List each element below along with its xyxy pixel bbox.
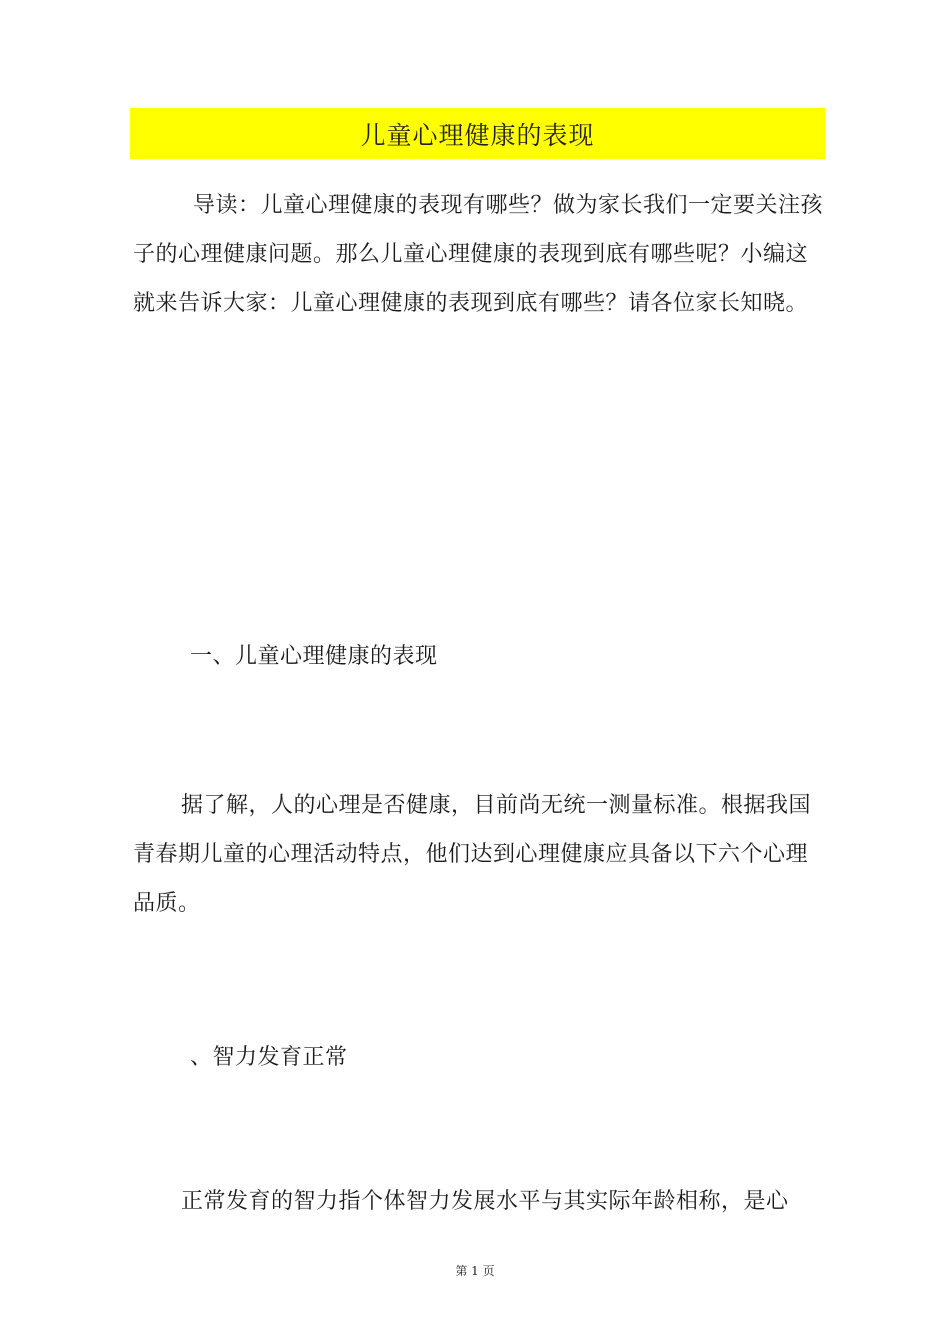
document-title: 儿童心理健康的表现	[360, 120, 595, 150]
subheading-intelligence: 、智力发育正常	[190, 1045, 348, 1070]
page-number: 第 1 页	[455, 1264, 495, 1278]
title-banner	[130, 108, 825, 159]
body-paragraph-1: 据了解，人的心理是否健康，目前尚无统一测量标准。根据我国青春期儿童的心理活动特点，他们达到心理健康应具备以下六个心理品质。	[133, 793, 812, 916]
intro-paragraph: 导读：儿童心理健康的表现有哪些？做为家长我们一定要关注孩子的心理健康问题。那么儿童心理健康的表现到底有哪些呢？小编这就来告诉大家：儿童心理健康的表现到底有哪些？请各位家长知晓。	[133, 193, 824, 316]
body-paragraph-2: 正常发育的智力指个体智力发展水平与其实际年龄相称，是心	[181, 1189, 789, 1214]
section-heading: 一、儿童心理健康的表现	[190, 644, 438, 669]
